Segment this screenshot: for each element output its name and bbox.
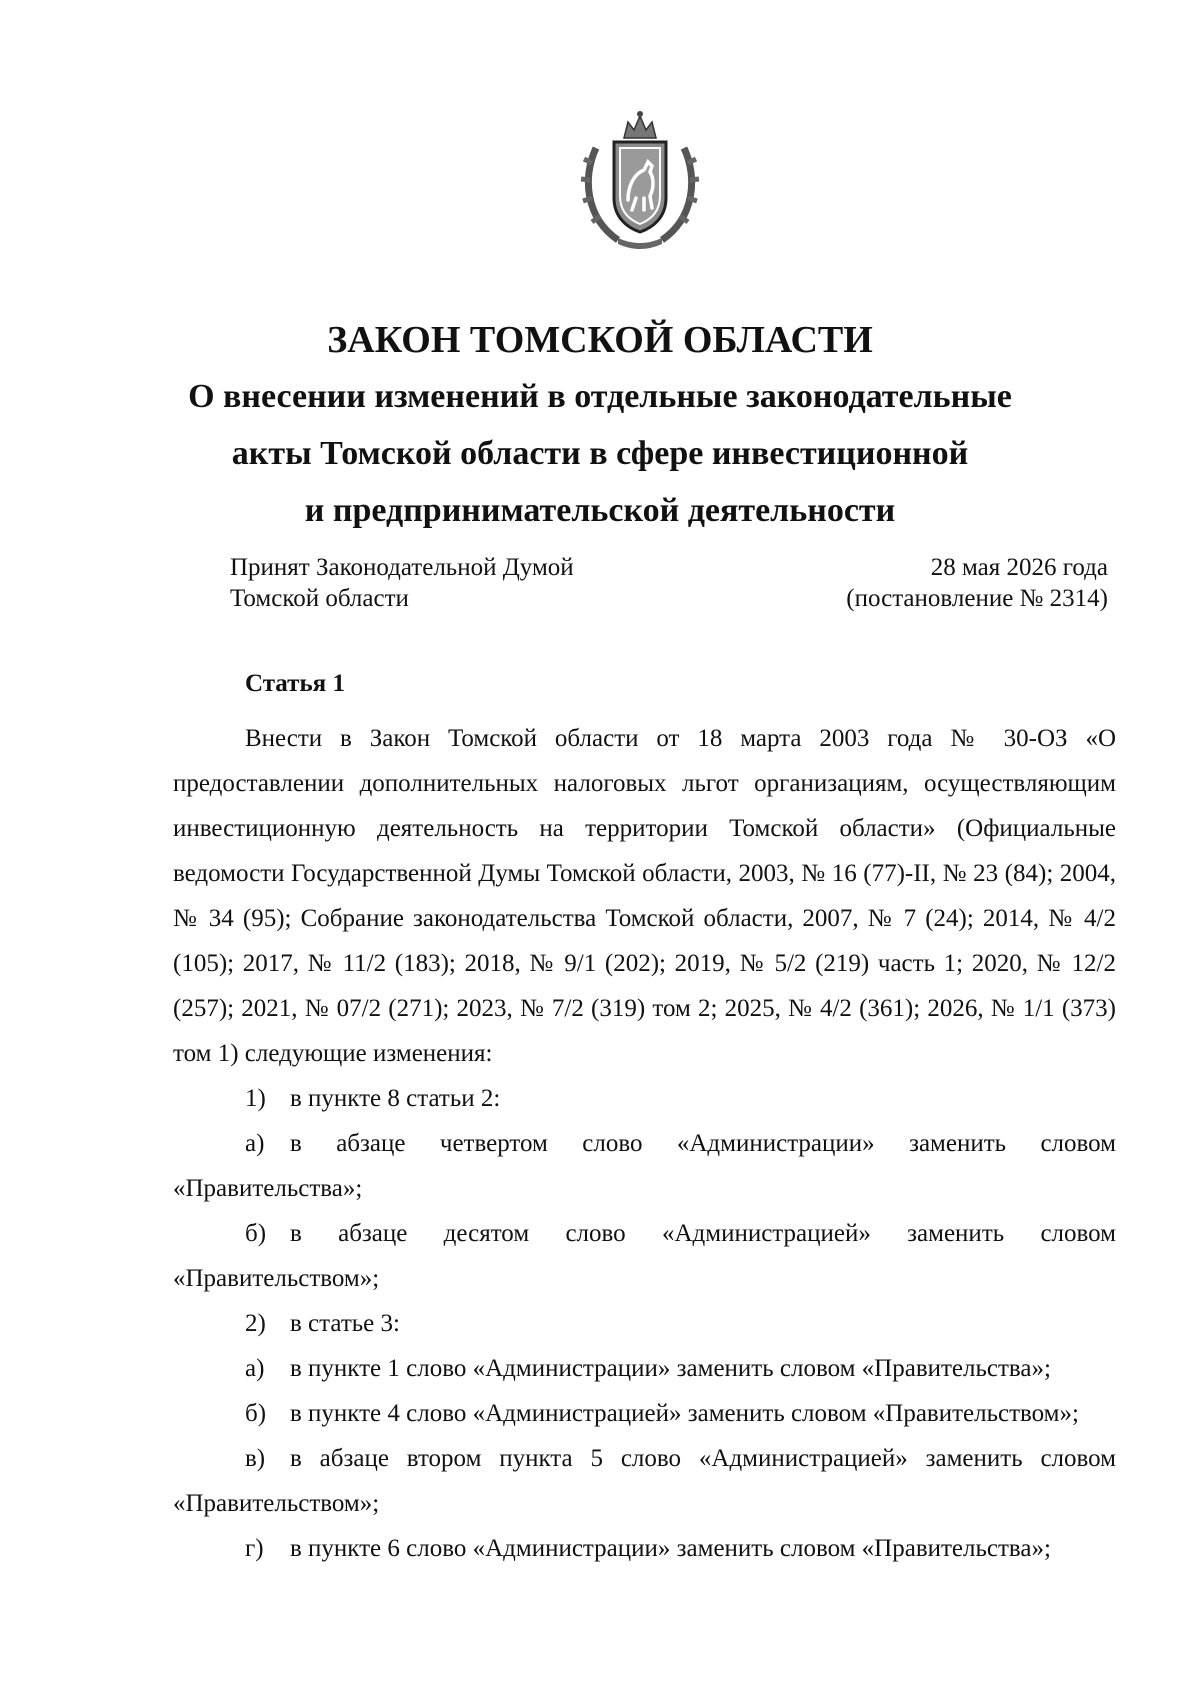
subtitle-line: О внесении изменений в отдельные законодательные — [188, 378, 1012, 415]
list-item — [173, 1076, 1116, 1121]
subtitle-line: и предпринимательской деятельности — [304, 492, 896, 529]
item-text: в пункте 6 слово «Администрации» заменить словом «Правительства»; — [290, 1535, 1051, 1562]
resolution-number: (постановление № 2314) — [846, 585, 1108, 612]
item-marker: а) — [245, 1130, 265, 1157]
law-subtitle — [0, 368, 1200, 539]
item-marker: в) — [245, 1445, 266, 1472]
list-item — [173, 1301, 1116, 1346]
subtitle-line: акты Томской области в сфере инвестиционной — [231, 435, 969, 472]
list-item — [173, 1526, 1116, 1571]
list-item — [173, 1391, 1116, 1436]
adoption-date-line: 28 мая 2026 года — [930, 554, 1108, 581]
adoption-body-line: Томской области — [230, 585, 409, 612]
item-marker: 2) — [245, 1310, 266, 1337]
item-text: в абзаце четвертом слово «Администрации» заменить словом «Правительства»; — [173, 1130, 1116, 1202]
item-text: в пункте 4 слово «Администрацией» заменить словом «Правительством»; — [290, 1400, 1079, 1427]
item-text: в пункте 8 статьи 2: — [290, 1085, 501, 1112]
list-item — [173, 1211, 1116, 1301]
coat-of-arms-emblem — [578, 108, 702, 254]
item-marker: б) — [245, 1400, 267, 1427]
article-intro: Внести в Закон Томской области от 18 марта 2003 года № 30-ОЗ «О предоставлении дополнительных налоговых льгот организациям, осуществляющим инвестиционную деятельность на территории Томской области» (Официальные ведомости Государственной Думы Томской области, 2003, № 16 (77)-II, № 23 (84); 2004, № 34 (95); Собрание законодательства Томской области, 2007, № 7 (24); 2014, № 4/2 (105); 2017, № 11/2 (183); 2018, № 9/1 (202); 2019, № 5/2 (219) часть 1; 2020, № 12/2 (257); 2021, № 07/2 (271); 2023, № 7/2 (319) том 2; 2025, № 4/2 (361); 2026, № 1/1 (373) том 1) следующие изменения: — [173, 725, 1116, 1067]
adoption-date — [600, 552, 1108, 614]
item-text: в абзаце втором пункта 5 слово «Администрацией» заменить словом «Правительством»; — [173, 1445, 1116, 1517]
list-item — [173, 1346, 1116, 1391]
list-item — [173, 1121, 1116, 1211]
list-item — [173, 1436, 1116, 1526]
item-text: в абзаце десятом слово «Администрацией» заменить словом «Правительством»; — [173, 1220, 1116, 1292]
article-body — [173, 716, 1116, 1571]
adoption-body-line: Принят Законодательной Думой — [230, 554, 574, 581]
item-text: в статье 3: — [290, 1310, 400, 1337]
item-text: в пункте 1 слово «Администрации» заменить словом «Правительства»; — [290, 1355, 1051, 1382]
adoption-body — [230, 552, 574, 614]
article-heading: Статья 1 — [245, 670, 345, 697]
law-title: ЗАКОН ТОМСКОЙ ОБЛАСТИ — [327, 319, 873, 361]
item-marker: г) — [245, 1535, 264, 1562]
item-marker: а) — [245, 1355, 265, 1382]
item-marker: б) — [245, 1220, 267, 1247]
item-marker: 1) — [245, 1085, 266, 1112]
